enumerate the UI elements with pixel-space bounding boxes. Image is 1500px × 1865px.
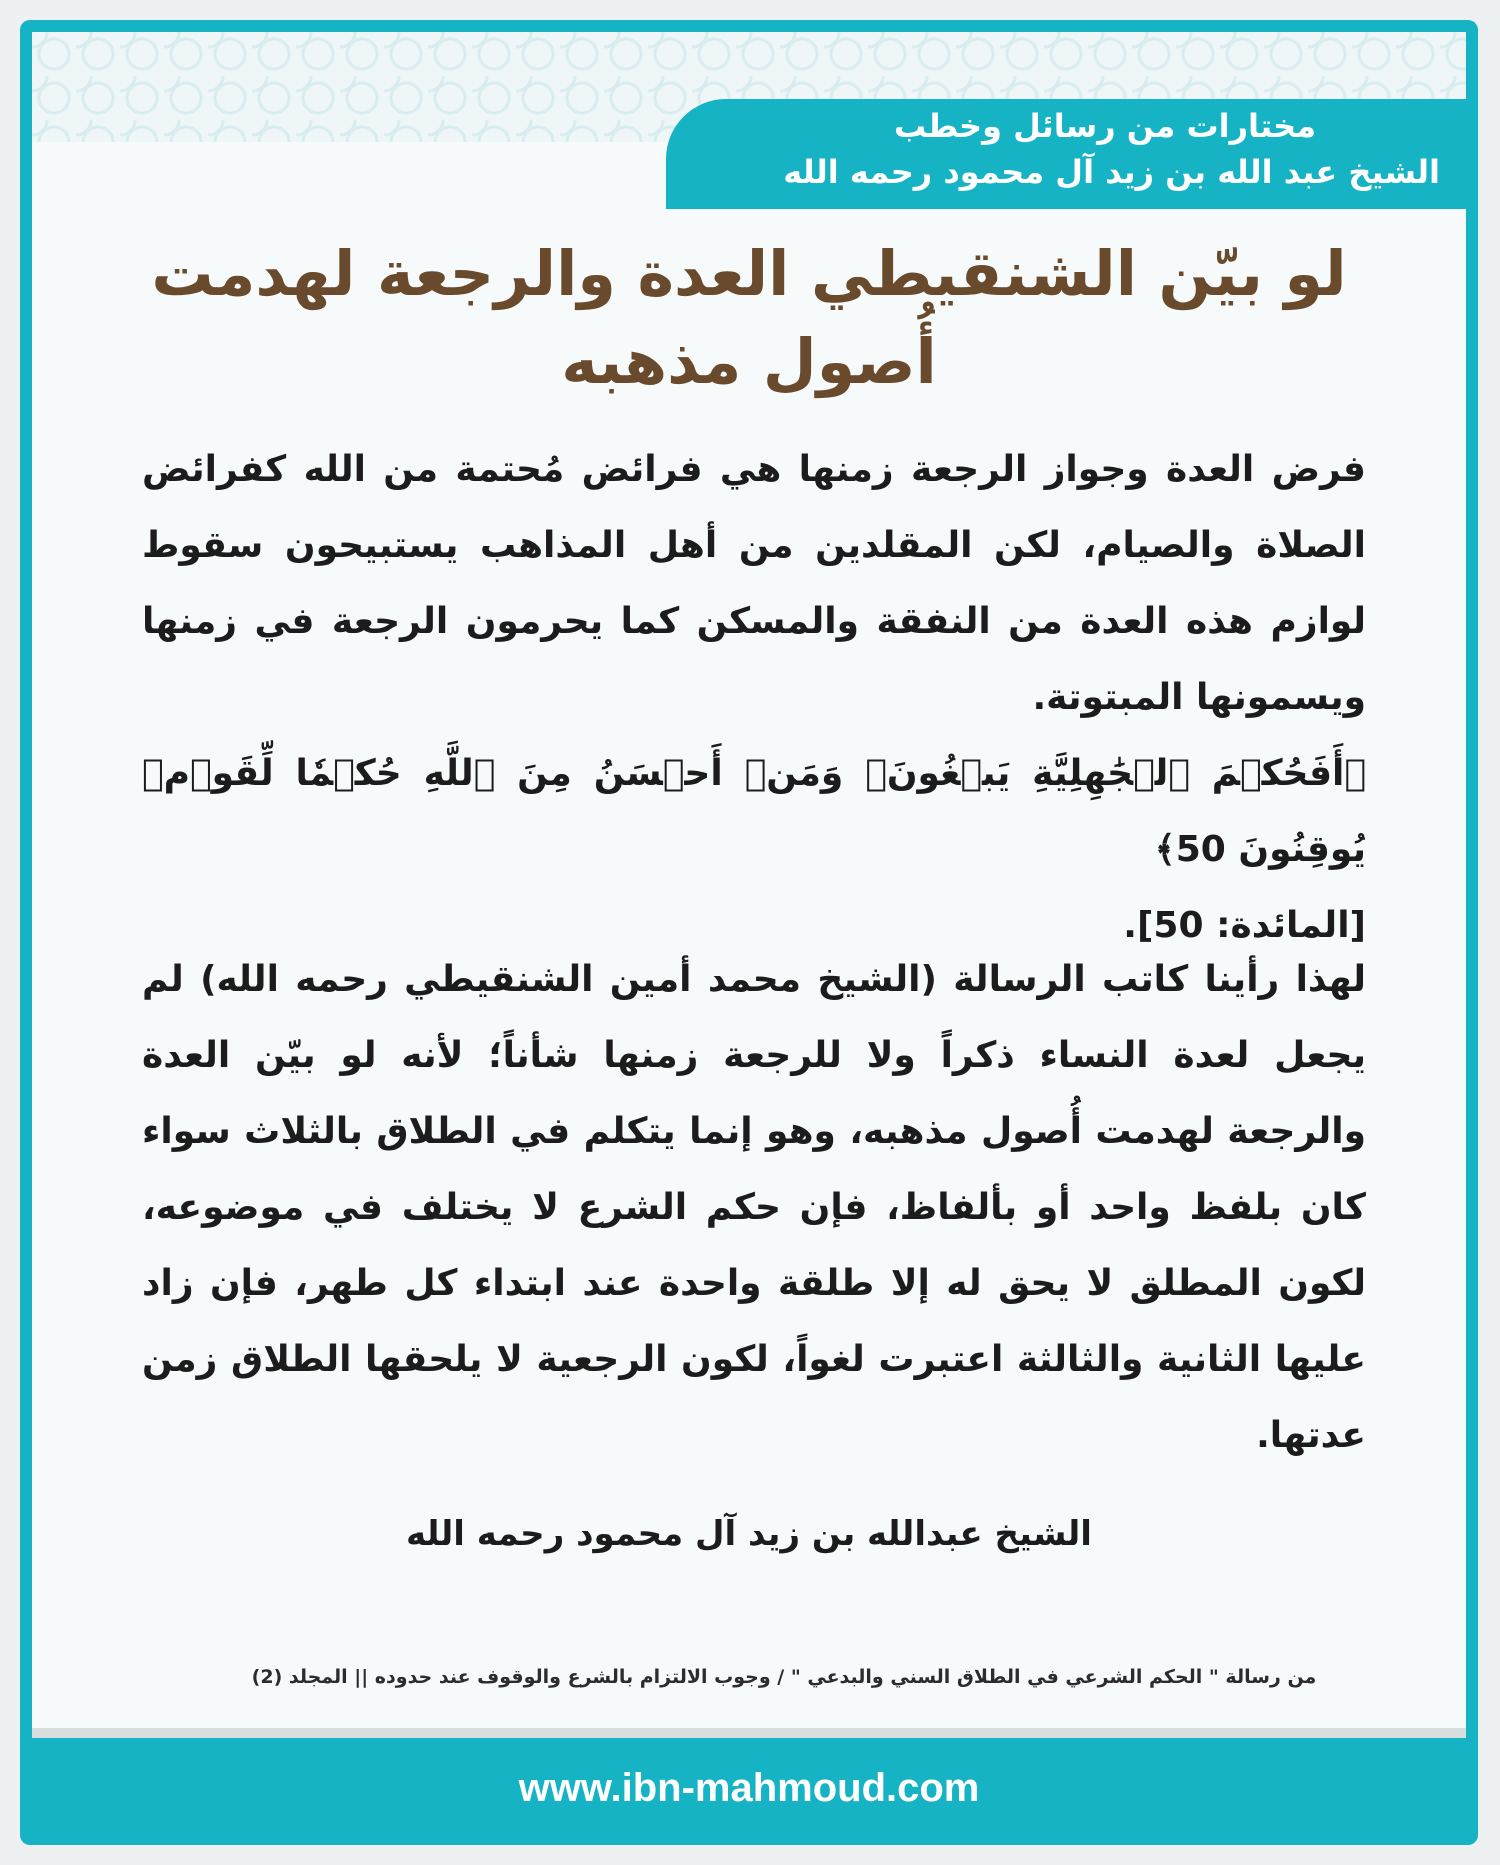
article-title: لو بيّن الشنقيطي العدة والرجعة لهدمت أُصول مذهبه [151,237,1347,398]
article-paragraph-2: لهذا رأينا كاتب الرسالة (الشيخ محمد أمين الشنقيطي رحمه الله) لم يجعل لعدة النساء ذكراً ولا للرجعة زمنها شأناً؛ لأنه لو بيّن العدة والرجعة لهدمت أُصول مذهبه، وهو إنما يتكلم في الطلاق بالثلاث سواء كان بلفظ واحد أو بألفاظ، فإن حكم الشرع لا يختلف في موضوعه، لكون المطلق لا يحق له إلا طلقة واحدة عند ابتداء كل طهر، فإن زاد عليها الثانية والثالثة اعتبرت لغواً، لكون الرجعية لا يلحقها الطلاق زمن عدتها. [142,959,1366,1456]
header-author-name: الشيخ عبد الله بن زيد آل محمود رحمه الله [783,153,1440,191]
author-signature: الشيخ عبدالله بن زيد آل محمود رحمه الله [406,1514,1092,1554]
page-frame [20,20,1478,1845]
header-series-title: مختارات من رسائل وخطب [893,107,1316,145]
footer-divider [32,1728,1466,1738]
quran-verse: ﴿أَفَحُكۡمَ ٱلۡجَٰهِلِيَّةِ يَبۡغُونَۚ وَمَنۡ أَحۡسَنُ مِنَ ٱللَّهِ حُكۡمٗا لِّقَوۡمٖ يُوقِنُونَ 50﴾ [142,753,1366,870]
content-panel [32,32,1466,1728]
article-paragraph-1 [142,432,1366,964]
source-citation: من رسالة " الحكم الشرعي في الطلاق السني والبدعي " / وجوب الالتزام بالشرع والوقوف عند حدوده || المجلد (2) [251,1666,1317,1688]
paragraph-1-text: فرض العدة وجواز الرجعة زمنها هي فرائض مُحتمة من الله كفرائض الصلاة والصيام، لكن المقلدين من أهل المذاهب يستبيحون سقوط لوازم هذه العدة من النفقة والمسكن كما يحرمون الرجعة في زمنها ويسمونها المبتوتة. [142,449,1366,718]
header-banner [666,99,1466,209]
verse-reference: [المائدة: 50]. [1123,905,1366,946]
website-link[interactable]: www.ibn-mahmoud.com [518,1766,980,1810]
